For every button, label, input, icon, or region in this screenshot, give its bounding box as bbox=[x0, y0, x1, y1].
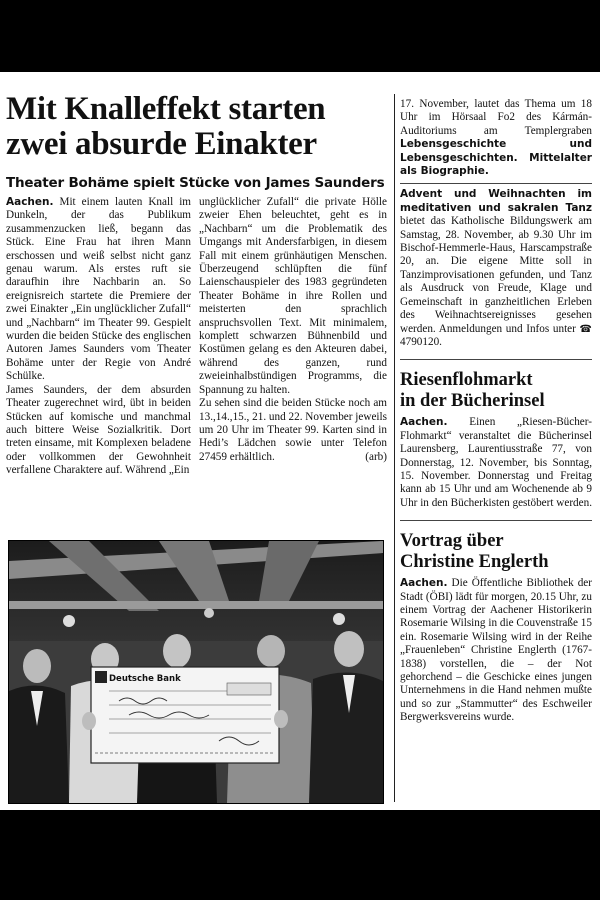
advent-title: Advent und Weihnachten im meditativen und sakralen Tanz bbox=[400, 188, 592, 214]
column-divider bbox=[394, 94, 395, 802]
flohmarkt-headline bbox=[400, 370, 592, 412]
news-photo bbox=[8, 540, 384, 804]
headline-line-2: zwei absurde Einakter bbox=[6, 126, 317, 162]
newspaper-page bbox=[0, 72, 600, 810]
paragraph-text: Zu sehen sind die beiden Stücke noch am 13.,14.,15., 21. und 22. November jeweils um 20 Uhr im Theater 99. Karten sind in Hedi’s Lädchen sowie unter Telefon 27459 erhältlich. bbox=[199, 397, 387, 463]
article-subheadline: Theater Bohäme spielt Stücke von James Saunders bbox=[6, 175, 385, 191]
lecture-title: Lebensgeschichte und Lebensgeschichten. Mittelalter als Biographie. bbox=[400, 138, 592, 178]
flohmarkt-headline-line-1: Riesenflohmarkt bbox=[400, 370, 533, 391]
author-signature: (arb) bbox=[365, 450, 387, 463]
vortrag-headline-line-1: Vortrag über bbox=[400, 531, 504, 552]
vortrag-headline bbox=[400, 531, 592, 573]
notice-divider bbox=[400, 359, 592, 360]
article-column-3 bbox=[400, 98, 592, 725]
advent-phone: 4790120. bbox=[400, 335, 442, 348]
dateline: Aachen. bbox=[400, 577, 448, 590]
article-paragraph-4 bbox=[199, 397, 387, 464]
lecture-notice bbox=[400, 98, 592, 178]
dateline: Aachen. bbox=[400, 416, 448, 429]
dateline: Aachen. bbox=[6, 196, 54, 208]
article-paragraph-2: James Saunders, der dem absurden Theater zugerechnet wird, übt in beiden Stücken auf komische und manchmal auch bittere Weise Sozialkritik. Dort treten einsame, mit Komplexen beladene oder vollkommen der Gewohnheit verfallene Charaktere auf. Während „Ein bbox=[6, 383, 191, 477]
notice-divider bbox=[400, 183, 592, 184]
photo-illustration bbox=[9, 541, 383, 803]
article-paragraph-3: unglücklicher Zufall“ die private Hölle zweier Ehen beleuchtet, geht es in „Nachbarn“ um die Problematik des Umgangs mit Andersfarbigen, in diesem Fall mit einem grünhäutigen Menschen. Überzeugend schlüpften die fünf Laienschauspieler des 1983 gegründeten Theater Bohäme in ihre Rollen und meisterten den sprachlich anspruchsvollen Text. Mit minimalem, komplett schwarzen Bühnenbild und Kostümen gelang es den Akteuren dabei, während des ganzen, rund zweieinhalbstündigen Programms, die Spannung zu halten. bbox=[199, 196, 387, 396]
flohmarkt-text bbox=[400, 416, 592, 510]
vortrag-text bbox=[400, 577, 592, 724]
vortrag-headline-line-2: Christine Englerth bbox=[400, 552, 549, 573]
lecture-text: 17. November, lautet das Thema um 18 Uhr im Hörsaal Fo2 des Kármán-Auditoriums am Templergraben bbox=[400, 98, 592, 137]
paragraph-text: Die Öffentliche Bibliothek der Stadt (ÖBI) lädt für morgen, 20.15 Uhr, zu einem Vortrag der Aachener Historikerin Rosemarie Wilsing in die Couvenstraße 15 ein. Rosemarie Wilsing wird in der Reihe „Frauenleben“ Christine Englerth (1767-1838) vorstellen, die – der Not gehorchend – die Geschicke eines jungen Unternehmens in die Hand nehmen mußte und so zur „Stammutter“ des Eschweiler Bergwerksvereins wurde. bbox=[400, 577, 593, 724]
phone-icon: ☎ bbox=[579, 323, 592, 335]
advent-text: bietet das Katholische Bildungswerk am Samstag, 28. November, ab 9.30 Uhr im Bischof-Hemmerle-Haus, Harscampstraße 20, an. Die eigene Mitte soll in Tanzimprovisationen gefunden, und Tanz als Ausdruck von Freude, Klage und Gemeinschaft in ganzheitlichen Erleben des Weihnachtsereignisses gesehen werden. Anmeldungen und Infos unter bbox=[400, 215, 592, 335]
article-column-1 bbox=[6, 196, 191, 478]
article-paragraph-1 bbox=[6, 196, 191, 384]
advent-notice bbox=[400, 188, 592, 349]
bank-name-label: Deutsche Bank bbox=[109, 674, 181, 684]
paragraph-text: Einen „Riesen-Bücher-Flohmarkt“ veranstaltet die Bücherinsel Laurensberg, Laurentiusstraße 77, von Donnerstag, 12. November, bis Sonntag, 15. November. Donnerstag und Freitag kann ab 15 Uhr und am Wochenende ab 9 Uhr in den Bücherkisten gestöbert werden. bbox=[400, 416, 593, 509]
headline-line-1: Mit Knalleffekt starten bbox=[6, 91, 326, 127]
flohmarkt-headline-line-2: in der Bücherinsel bbox=[400, 391, 545, 412]
article-headline bbox=[6, 92, 376, 162]
article-column-2 bbox=[199, 196, 387, 464]
notice-divider bbox=[400, 520, 592, 521]
paragraph-text: Mit einem lauten Knall im Dunkeln, der das Publikum zusammenzucken ließ, begann das Stück. Eine Frau hat ihren Mann erschossen und weiß selbst nicht ganz genau warum. Als erstes ruft sie daraufhin ihre Nachbarin an. So ereignisreich startete die Premiere der zwei Einakter „Ein unglücklicher Zufall“ und „Nachbarn“ im Theater 99. Gespielt wurden die beiden Stücke des englischen Autoren James Saunders vom Theater Bohäme unter der Regie von André Schülke. bbox=[6, 196, 191, 383]
